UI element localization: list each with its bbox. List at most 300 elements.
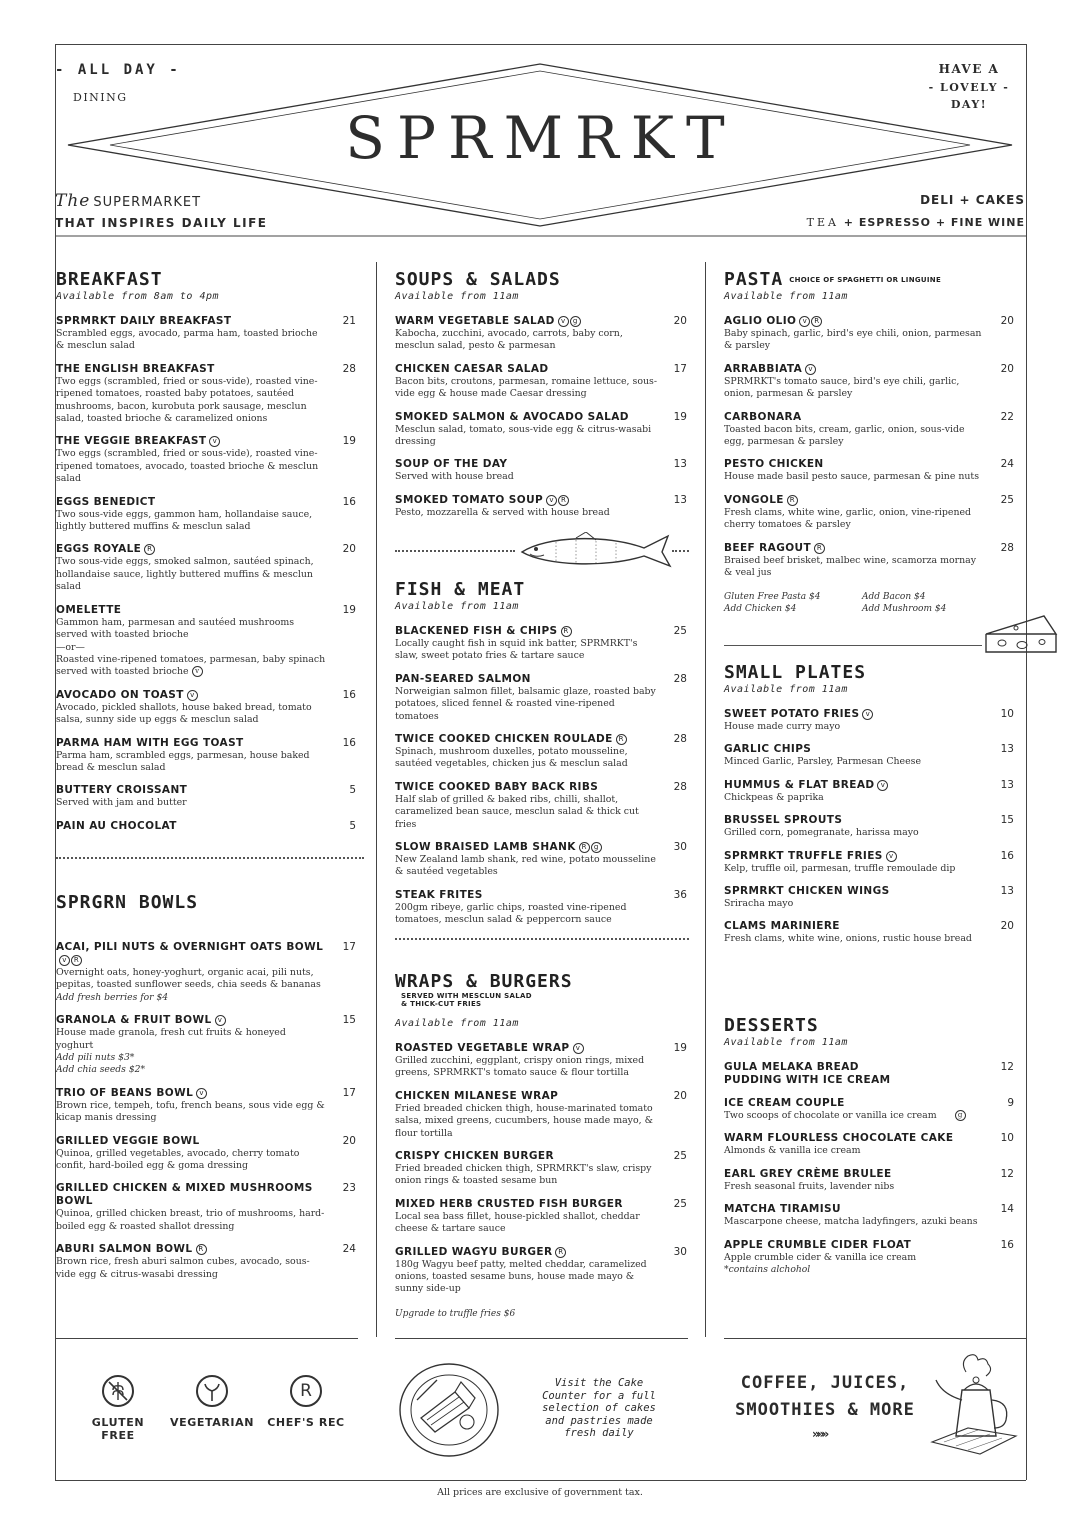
cake-counter-note	[528, 1377, 670, 1440]
chefs-rec-icon: R	[558, 495, 569, 506]
item-price: 13	[1000, 743, 1014, 756]
item-name-text: EGGS ROYALE	[56, 543, 142, 556]
desserts-title: DESSERTS	[724, 1015, 819, 1036]
item-desc: Overnight oats, honey-yoghurt, organic acai, pili nuts, pepitas, toasted sunflower seeds, chia seeds & bananas	[56, 967, 321, 991]
chefs-rec-icon: R	[290, 1375, 322, 1407]
item-name: SPRMRKT DAILY BREAKFAST	[56, 315, 232, 327]
vegetarian-icon: v	[886, 851, 897, 862]
item-price: 25	[1000, 493, 1014, 506]
item-price: 19	[342, 603, 356, 616]
item-desc: 180g Wagyu beef patty, melted cheddar, caramelized onions, toasted sesame buns, house made mayo & sunny side-up	[395, 1258, 647, 1295]
item-name: CHICKEN MILANESE WRAP	[395, 1089, 559, 1102]
item-price: 19	[342, 435, 356, 448]
menu-item	[395, 363, 687, 401]
item-name-text: TRIO OF BEANS BOWL	[56, 1086, 194, 1099]
menu-item	[56, 315, 356, 353]
legend-label: VEGETARIAN	[169, 1416, 254, 1429]
item-desc: Two sous-vide eggs, smoked salmon, sautéed spinach, hollandaise sauce, lightly buttered muffins & mesclun salad	[56, 556, 314, 593]
item-price: 13	[1000, 885, 1014, 898]
item-name	[724, 363, 984, 376]
item-price: 12	[1000, 1167, 1014, 1180]
menu-item	[724, 411, 1014, 449]
menu-item	[56, 784, 356, 809]
item-name	[724, 850, 984, 863]
have-a-text: HAVE A	[938, 62, 1000, 76]
item-desc: Fresh clams, white wine, onions, rustic house bread	[724, 933, 972, 945]
item-desc: House made curry mayo	[724, 721, 841, 732]
chefs-rec-icon: R	[811, 316, 822, 327]
vegetarian-icon: v	[192, 666, 203, 677]
item-name-text: SMOKED TOMATO SOUP	[395, 493, 544, 506]
item-name-text: SPRMRKT TRUFFLE FRIES	[724, 849, 883, 862]
item-desc: Locally caught fish in squid ink batter, SPRMRKT's slaw, sweet potato fries & tartare sauce	[395, 638, 638, 662]
item-name-text: HUMMUS & FLAT BREAD	[724, 778, 875, 791]
menu-item	[724, 1168, 1014, 1193]
addon-bacon: Add Bacon $4	[862, 592, 926, 603]
item-name	[56, 543, 326, 556]
cake-line-1: Visit the Cake	[554, 1377, 644, 1389]
item-name-text: ABURI SALMON BOWL	[56, 1243, 193, 1256]
item-desc: Chickpeas & paprika	[724, 791, 824, 803]
item-name: PESTO CHICKEN	[724, 458, 824, 471]
item-desc: Mascarpone cheese, matcha ladyfingers, azuki beans	[724, 1216, 978, 1228]
menu-item	[56, 543, 356, 593]
item-name: SMOKED SALMON & AVOCADO SALAD	[395, 410, 629, 423]
item-name-text: BLACKENED FISH & CHIPS	[395, 625, 558, 637]
fish-meat-section	[395, 580, 687, 927]
vegetarian-icon: v	[558, 316, 569, 327]
item-desc: Local sea bass fillet, house-pickled shallot, cheddar cheese & tartare sauce	[395, 1210, 640, 1235]
vegetarian-icon: v	[196, 1088, 207, 1099]
menu-item	[395, 1042, 687, 1080]
wraps-note-1: SERVED WITH MESCLUN SALAD	[401, 992, 532, 1000]
vegetarian-icon: v	[862, 709, 873, 720]
item-desc: Mesclun salad, tomato, sous-vide egg & citrus-wasabi dressing	[395, 423, 652, 448]
item-desc: Grilled zucchini, eggplant, crispy onion rings, mixed greens, SPRMRKT's tomato sauce & flour tortilla	[395, 1055, 645, 1079]
wraps-section	[395, 972, 687, 1320]
vegetarian-icon: v	[546, 495, 557, 506]
item-name: SPRMRKT CHICKEN WINGS	[724, 885, 890, 898]
item-desc: House made basil pesto sauce, parmesan & pine nuts	[724, 471, 980, 483]
menu-item	[724, 1061, 1014, 1087]
chefs-rec-icon: R	[814, 543, 825, 554]
item-price: 14	[1000, 1203, 1014, 1216]
chefs-rec-icon: R	[71, 955, 82, 966]
item-desc: Brown rice, tempeh, tofu, french beans, sous vide egg & kicap manis dressing	[56, 1099, 325, 1124]
item-price: 30	[673, 1245, 687, 1258]
item-price: 12	[1000, 1061, 1014, 1073]
item-name-text: WARM VEGETABLE SALAD	[395, 315, 555, 327]
item-name: GULA MELAKA BREAD PUDDING WITH ICE CREAM	[724, 1061, 891, 1086]
gluten-free-icon	[102, 1375, 134, 1407]
menu-item	[56, 941, 356, 1004]
item-price: 17	[342, 941, 356, 953]
item-desc: Gammon ham, parmesan and sautéed mushrooms served with toasted brioche	[56, 616, 295, 641]
item-price: 20	[342, 1134, 356, 1147]
menu-item	[724, 920, 1014, 945]
item-name: APPLE CRUMBLE CIDER FLOAT	[724, 1238, 912, 1251]
item-name	[395, 494, 657, 507]
coffee-line-2: SMOOTHIES & MORE	[735, 1400, 915, 1420]
menu-item	[724, 743, 1014, 768]
item-name: GRILLED VEGGIE BOWL	[56, 1134, 200, 1147]
item-extra: Add chia seeds $2*	[56, 1064, 146, 1076]
item-desc: Bacon bits, croutons, parmesan, romaine lettuce, sous-vide egg & house made Caesar dressing	[395, 375, 657, 400]
item-desc-alt-text: Roasted vine-ripened tomatoes, parmesan, baby spinach served with toasted brioche	[56, 653, 326, 678]
item-price: 20	[1000, 920, 1014, 933]
item-desc: Baby spinach, garlic, bird's eye chili, onion, parmesan & parsley	[724, 328, 982, 352]
tea-espresso-wine-text	[807, 216, 1025, 229]
pasta-section	[724, 270, 1014, 617]
item-name: GRILLED CHICKEN & MIXED MUSHROOMS BOWL	[56, 1182, 313, 1208]
cake-line-2: Counter for a full	[542, 1389, 656, 1402]
menu-item	[395, 411, 687, 449]
item-desc: Two eggs (scrambled, fried or sous-vide), roasted vine-ripened tomatoes, roasted baby potatoes, sautéed mushrooms, bacon, kurobuta pork sausage, mesclun salad, toasted brioche & caramelized onions	[56, 375, 318, 425]
item-or: —or—	[56, 641, 85, 653]
item-desc: Parma ham, scrambled eggs, parmesan, house baked bread & mesclun salad	[56, 749, 310, 773]
item-desc: Minced Garlic, Parsley, Parmesan Cheese	[724, 756, 921, 768]
vegetarian-icon: v	[573, 1043, 584, 1054]
all-day-label: - ALL DAY -	[55, 62, 181, 78]
vegetarian-icon: v	[877, 780, 888, 791]
vegetarian-icon: v	[187, 690, 198, 701]
menu-item	[395, 889, 687, 927]
upgrade-note: Upgrade to truffle fries $6	[395, 1308, 516, 1319]
item-desc: Quinoa, grilled vegetables, avocado, cherry tomato confit, hard-boiled egg & goma dressing	[56, 1147, 300, 1172]
item-name-text: ACAI, PILI NUTS & OVERNIGHT OATS BOWL	[56, 941, 324, 953]
deli-cakes-text: DELI + CAKES	[920, 193, 1025, 207]
wraps-availability: Available from 11am	[395, 1018, 519, 1029]
item-desc: Grilled corn, pomegranate, harissa mayo	[724, 827, 919, 839]
item-name: PAIN AU CHOCOLAT	[56, 819, 177, 832]
fish-meat-title: FISH & MEAT	[395, 579, 526, 600]
item-desc-alt	[56, 654, 326, 679]
menu-item	[395, 841, 687, 879]
item-name: MIXED HERB CRUSTED FISH BURGER	[395, 1197, 623, 1210]
item-name	[395, 1042, 657, 1055]
menu-item	[395, 781, 687, 831]
item-name: OMELETTE	[56, 603, 122, 616]
item-desc: Avocado, pickled shallots, house baked bread, tomato salsa, sunny side up eggs & mesclun salad	[56, 701, 312, 726]
menu-item	[56, 1243, 356, 1281]
tagline-line1	[55, 191, 201, 211]
item-price: 16	[1000, 1238, 1014, 1251]
cheese-illustration	[982, 612, 1062, 662]
menu-item	[56, 435, 356, 485]
item-name-text: AVOCADO ON TOAST	[56, 688, 184, 701]
item-name-text: TWICE COOKED CHICKEN ROULADE	[395, 733, 613, 746]
item-desc: Quinoa, grilled chicken breast, trio of mushrooms, hard-boiled egg & roasted shallot dressing	[56, 1208, 325, 1232]
item-price: 19	[673, 410, 687, 423]
menu-item	[724, 494, 1014, 532]
menu-item	[724, 1239, 1014, 1277]
item-desc: Braised beef brisket, malbec wine, scamorza mornay & veal jus	[724, 554, 977, 579]
menu-item	[724, 1132, 1014, 1157]
menu-item	[56, 737, 356, 775]
menu-item	[724, 814, 1014, 839]
item-name-text: BEEF RAGOUT	[724, 541, 812, 554]
item-desc: Almonds & vanilla ice cream	[724, 1145, 861, 1157]
item-name: CRISPY CHICKEN BURGER	[395, 1150, 554, 1163]
fish-meat-availability: Available from 11am	[395, 601, 519, 612]
item-desc: Served with jam and butter	[56, 797, 187, 809]
menu-item	[395, 315, 687, 353]
item-price: 30	[673, 841, 687, 854]
soups-section	[395, 270, 687, 519]
tagline-the: The	[55, 191, 91, 211]
item-desc: Fried breaded chicken thigh, SPRMRKT's slaw, crispy onion rings & toasted sesame bun	[395, 1163, 652, 1187]
item-name: ICE CREAM COUPLE	[724, 1097, 845, 1109]
item-price: 15	[342, 1014, 356, 1027]
item-extra: *contains alchohol	[724, 1264, 811, 1276]
legend-label: GLUTEN FREE	[91, 1416, 145, 1442]
item-price: 20	[673, 315, 687, 327]
item-extra: Add fresh berries for $4	[56, 991, 169, 1003]
menu-item	[56, 496, 356, 534]
item-price: 16	[342, 495, 356, 508]
item-name	[724, 315, 984, 328]
item-desc: House made granola, fresh cut fruits & honeyed yoghurt	[56, 1027, 286, 1051]
item-price: 10	[1000, 1132, 1014, 1145]
breakfast-section	[56, 270, 356, 833]
menu-item	[724, 850, 1014, 875]
item-desc: Spinach, mushroom duxelles, potato mousseline, sautéed vegetables, chicken jus & mesclun salad	[395, 746, 628, 770]
item-price: 28	[673, 733, 687, 746]
day-text: DAY!	[950, 98, 988, 111]
vegetarian-icon	[196, 1375, 228, 1407]
item-name: BRUSSEL SPROUTS	[724, 814, 843, 827]
menu-item	[395, 1090, 687, 1140]
item-name-text: GRILLED WAGYU BURGER	[395, 1245, 553, 1258]
item-name: CHICKEN CAESAR SALAD	[395, 362, 549, 375]
item-name: STEAK FRITES	[395, 888, 483, 901]
item-name: EARL GREY CRÈME BRULEE	[724, 1167, 892, 1180]
gluten-free-icon: g	[570, 316, 581, 327]
bowls-title: SPRGRN BOWLS	[56, 892, 199, 913]
menu-item	[56, 363, 356, 426]
wraps-note-2: & THICK-CUT FRIES	[401, 1000, 482, 1008]
tagline-line2: THAT INSPIRES DAILY LIFE	[55, 216, 268, 230]
small-plates-section	[724, 663, 1014, 946]
coffee-pot-illustration	[928, 1350, 1020, 1458]
menu-item	[395, 494, 687, 519]
item-price: 24	[342, 1243, 356, 1256]
dining-label: DINING	[73, 91, 128, 104]
desserts-availability: Available from 11am	[724, 1037, 848, 1048]
tagline-supermarket: SUPERMARKET	[93, 195, 202, 210]
item-name-text: SWEET POTATO FRIES	[724, 708, 860, 720]
item-price: 25	[673, 625, 687, 637]
item-name: SOUP OF THE DAY	[395, 458, 508, 471]
item-desc: Toasted bacon bits, cream, garlic, onion, sous-vide egg, parmesan & parsley	[724, 423, 965, 448]
pasta-title-text: PASTA	[724, 269, 784, 290]
item-desc: New Zealand lamb shank, red wine, potato mousseline & sautéed vegetables	[395, 854, 656, 878]
menu-item	[724, 363, 1014, 401]
item-name	[395, 315, 657, 328]
legend-vegetarian	[167, 1375, 257, 1429]
item-desc: Served with house bread	[395, 471, 514, 483]
vegetarian-icon: v	[805, 364, 816, 375]
item-name	[56, 1243, 326, 1256]
item-desc: Norweigian salmon fillet, balsamic glaze, roasted baby potatoes, sliced fennel & roasted vine-ripened tomatoes	[395, 685, 656, 722]
vegetarian-icon: v	[209, 436, 220, 447]
item-name	[56, 1014, 326, 1027]
menu-item	[724, 885, 1014, 910]
tax-note: All prices are exclusive of government tax.	[437, 1487, 643, 1498]
item-price: 36	[673, 888, 687, 901]
addon-mushroom: Add Mushroom $4	[862, 604, 947, 615]
item-desc: SPRMRKT's tomato sauce, bird's eye chili, garlic, onion, parmesan & parsley	[724, 375, 960, 400]
menu-item	[56, 1135, 356, 1173]
item-name-text: THE VEGGIE BREAKFAST	[56, 435, 207, 448]
chefs-rec-icon: R	[196, 1244, 207, 1255]
menu-item	[56, 1182, 356, 1233]
item-desc: Kelp, truffle oil, parmesan, truffle remoulade dip	[724, 862, 956, 874]
item-name-text: SLOW BRAISED LAMB SHANK	[395, 841, 576, 854]
item-price: 13	[673, 493, 687, 506]
addon-chicken: Add Chicken $4	[724, 604, 797, 615]
item-price: 13	[1000, 778, 1014, 791]
item-desc: Pesto, mozzarella & served with house bread	[395, 506, 610, 518]
item-price: 22	[1000, 410, 1014, 423]
vegetarian-icon: v	[59, 955, 70, 966]
item-price: 20	[673, 1089, 687, 1102]
pasta-note: CHOICE OF SPAGHETTI OR LINGUINE	[789, 276, 942, 284]
item-name: TWICE COOKED BABY BACK RIBS	[395, 780, 599, 793]
item-desc	[724, 1110, 984, 1122]
desserts-section	[724, 1016, 1014, 1276]
item-price: 17	[342, 1086, 356, 1099]
item-price: 10	[1000, 708, 1014, 720]
menu-item	[724, 708, 1014, 733]
item-name: WARM FLOURLESS CHOCOLATE CAKE	[724, 1132, 954, 1145]
item-price: 28	[673, 780, 687, 793]
item-name: CLAMS MARINIERE	[724, 920, 840, 933]
legend-chefs-rec	[261, 1375, 351, 1429]
menu-item	[56, 604, 356, 679]
gluten-free-icon: g	[591, 842, 602, 853]
item-extra: Add pili nuts $3*	[56, 1052, 135, 1064]
item-price: 16	[342, 736, 356, 749]
item-price: 25	[673, 1150, 687, 1163]
addon-gluten-free: Gluten Free Pasta $4	[724, 592, 821, 603]
item-name	[56, 1087, 326, 1100]
menu-item	[724, 315, 1014, 353]
item-desc-text: Two scoops of chocolate or vanilla ice cream	[724, 1110, 937, 1121]
item-name: BUTTERY CROISSANT	[56, 784, 188, 797]
all-day-text: ALL DAY	[77, 62, 158, 78]
item-desc: 200gm ribeye, garlic chips, roasted vine-ripened tomatoes, mesclun salad & peppercorn sauce	[395, 901, 627, 926]
arrows-icon: »»»	[812, 1427, 827, 1441]
item-name	[395, 1246, 657, 1259]
gluten-free-icon: g	[955, 1110, 966, 1121]
menu-item	[395, 625, 687, 663]
item-name: CARBONARA	[724, 410, 802, 423]
item-name: PARMA HAM WITH EGG TOAST	[56, 736, 244, 749]
cake-plate-illustration	[397, 1360, 501, 1460]
menu-item	[395, 733, 687, 771]
item-price: 24	[1000, 458, 1014, 471]
item-name: THE ENGLISH BREAKFAST	[56, 362, 215, 375]
chefs-rec-icon: R	[144, 544, 155, 555]
item-desc: Two sous-vide eggs, gammon ham, hollandaise sauce, lightly buttered muffins & mesclun salad	[56, 508, 313, 533]
menu-item	[724, 779, 1014, 804]
brand-logo: SPRMRKT	[345, 104, 737, 172]
menu-item	[395, 1246, 687, 1296]
chefs-rec-icon: R	[579, 842, 590, 853]
item-name	[724, 779, 984, 792]
item-name-text: AGLIO OLIO	[724, 315, 797, 327]
item-price: 20	[342, 543, 356, 556]
item-desc: Kabocha, zucchini, avocado, carrots, baby corn, mesclun salad, pesto & parmesan	[395, 328, 623, 352]
item-price: 5	[349, 819, 356, 832]
wraps-title	[395, 972, 687, 1017]
item-name	[395, 733, 657, 746]
pasta-availability: Available from 11am	[724, 291, 848, 302]
espresso-wine-text: + ESPRESSO + FINE WINE	[843, 216, 1025, 229]
item-name	[724, 708, 984, 721]
item-price: 16	[1000, 849, 1014, 862]
item-name: MATCHA TIRAMISU	[724, 1203, 841, 1216]
item-name	[395, 841, 657, 854]
item-price: 28	[1000, 541, 1014, 554]
breakfast-title: BREAKFAST	[56, 269, 163, 290]
item-price: 5	[349, 784, 356, 797]
item-name	[395, 625, 657, 638]
item-name	[56, 689, 326, 702]
item-price: 20	[1000, 362, 1014, 375]
chefs-rec-icon: R	[787, 495, 798, 506]
item-price: 21	[342, 315, 356, 327]
wraps-note	[401, 992, 532, 1008]
chefs-rec-icon: R	[561, 626, 572, 637]
menu-item	[56, 1014, 356, 1077]
pasta-title	[724, 270, 1014, 290]
soups-title: SOUPS & SALADS	[395, 269, 561, 290]
item-price: 19	[673, 1042, 687, 1054]
cake-line-4: and pastries made	[545, 1414, 653, 1427]
menu-item	[724, 542, 1014, 580]
item-price: 13	[673, 458, 687, 471]
item-desc: Half slab of grilled & baked ribs, chilli, shallot, caramelized bean sauce, mesclun salad & thick cut fries	[395, 793, 639, 830]
item-desc: Scrambled eggs, avocado, parma ham, toasted brioche & mesclun salad	[56, 328, 318, 352]
item-name-text: GRANOLA & FRUIT BOWL	[56, 1014, 212, 1027]
menu-item	[395, 1150, 687, 1188]
item-price: 25	[673, 1197, 687, 1210]
menu-item	[56, 689, 356, 727]
menu-item	[395, 673, 687, 723]
chefs-rec-icon: R	[555, 1247, 566, 1258]
item-name: PAN-SEARED SALMON	[395, 672, 531, 685]
coffee-line-1: COFFEE, JUICES,	[740, 1373, 910, 1393]
menu-item	[395, 1198, 687, 1236]
item-desc: Sriracha mayo	[724, 898, 794, 910]
chefs-rec-icon: R	[616, 734, 627, 745]
item-price: 28	[342, 362, 356, 375]
item-name	[724, 494, 984, 507]
item-name-text: ARRABBIATA	[724, 362, 803, 375]
menu-item	[724, 458, 1014, 483]
coffee-juices-banner	[735, 1370, 915, 1424]
cake-line-3: selection of cakes	[542, 1402, 656, 1415]
item-price: 15	[1000, 814, 1014, 827]
item-price: 16	[342, 688, 356, 701]
cake-line-5: fresh daily	[564, 1427, 634, 1440]
item-price: 28	[673, 672, 687, 685]
item-price: 23	[342, 1182, 356, 1195]
tea-text: TEA	[806, 216, 839, 229]
small-plates-title: SMALL PLATES	[724, 662, 867, 683]
